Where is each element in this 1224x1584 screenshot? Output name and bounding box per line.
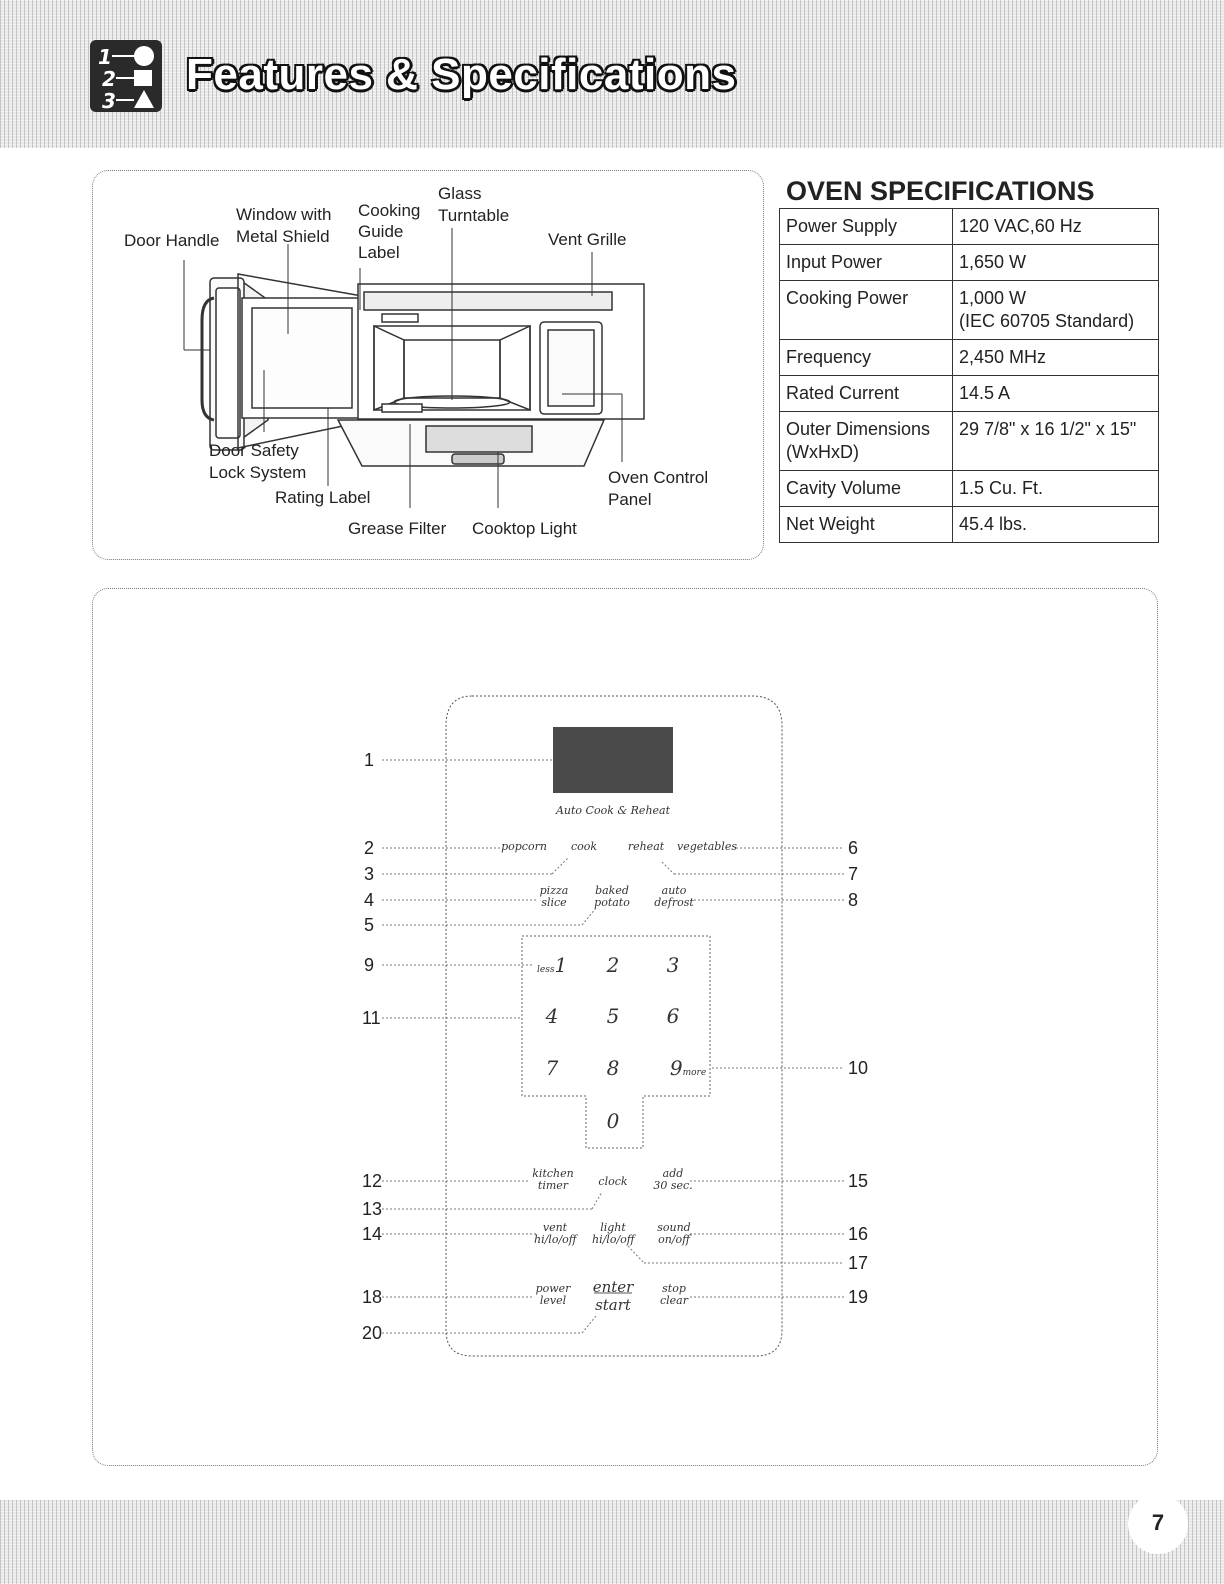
callout-19: 19 (848, 1287, 869, 1307)
spec-value: 2,450 MHz (953, 340, 1159, 376)
key-1-digit: 1 (554, 953, 568, 977)
table-row (780, 412, 1159, 471)
callout-10: 10 (848, 1058, 869, 1078)
callout-3: 3 (364, 864, 375, 884)
specs-table (779, 208, 1159, 543)
table-row (780, 471, 1159, 507)
vent-button[interactable] (534, 1222, 576, 1246)
pizza-slice-button[interactable] (536, 885, 572, 909)
label-door-safety-line2: Lock System (209, 463, 307, 482)
footer-band (0, 1500, 1224, 1584)
label-window-line1: Window with (236, 205, 332, 224)
table-row (780, 376, 1159, 412)
label-oven-control-line1: Oven Control (608, 468, 709, 487)
table-row (780, 340, 1159, 376)
start-label: start (595, 1296, 631, 1314)
spec-value-note: (IEC 60705 Standard) (959, 311, 1135, 331)
callout-18: 18 (362, 1287, 383, 1307)
reheat-button[interactable]: reheat (627, 840, 665, 853)
specs-title: OVEN SPECIFICATIONS (786, 176, 1095, 206)
more-label: more (682, 1068, 707, 1078)
spec-value: 120 VAC,60 Hz (953, 209, 1159, 245)
spec-name: Input Power (780, 245, 953, 281)
key-8[interactable]: 8 (606, 1056, 620, 1080)
callout-14: 14 (362, 1224, 383, 1244)
add-line1: add (662, 1167, 684, 1180)
label-door-safety-line1: Door Safety (209, 441, 299, 460)
page-title: Features & Specifications (186, 50, 737, 99)
sound-line2: on/off (658, 1233, 690, 1246)
clock-button[interactable]: clock (598, 1175, 628, 1188)
svg-text:3: 3 (102, 89, 116, 113)
popcorn-button[interactable]: popcorn (501, 840, 547, 853)
key-9-digit: 9 (669, 1056, 683, 1080)
add-line2: 30 sec. (653, 1179, 693, 1192)
callout-9: 9 (364, 955, 375, 975)
spec-value: 1,650 W (953, 245, 1159, 281)
callout-20: 20 (362, 1323, 383, 1343)
callout-7: 7 (848, 864, 859, 884)
label-cooking-line3: Label (358, 243, 400, 262)
spec-name: Rated Current (780, 376, 953, 412)
callout-12: 12 (362, 1171, 383, 1191)
callout-16: 16 (848, 1224, 869, 1244)
add-30-sec-button[interactable] (650, 1168, 696, 1192)
spec-name: Cooking Power (780, 281, 953, 340)
label-rating-label: Rating Label (275, 488, 371, 507)
power-line2: level (539, 1294, 567, 1307)
label-door-handle: Door Handle (124, 231, 220, 250)
spec-name: Frequency (780, 340, 953, 376)
key-3[interactable]: 3 (666, 953, 680, 977)
light-line2: hi/lo/off (592, 1233, 635, 1246)
callout-6: 6 (848, 838, 859, 858)
callout-13: 13 (362, 1199, 383, 1219)
power-level-button[interactable] (532, 1283, 574, 1307)
baked-potato-button[interactable] (592, 885, 632, 909)
key-1[interactable] (537, 953, 567, 977)
table-row (780, 507, 1159, 543)
vegetables-button[interactable]: vegetables (677, 840, 737, 853)
table-row (780, 245, 1159, 281)
callout-4: 4 (364, 890, 375, 910)
spec-value: 1.5 Cu. Ft. (953, 471, 1159, 507)
oven-illustration (92, 170, 762, 558)
label-cooking-line2: Guide (358, 222, 404, 241)
spec-value: 45.4 lbs. (953, 507, 1159, 543)
spec-name-note: (WxHxD) (786, 442, 859, 462)
callout-17: 17 (848, 1253, 869, 1273)
kitchen-timer-button[interactable] (526, 1168, 580, 1192)
table-row (780, 281, 1159, 340)
auto-line2: defrost (654, 896, 694, 909)
page-number: 7 (1128, 1494, 1188, 1554)
spec-name-cell (780, 412, 953, 471)
spec-value: 29 7/8" x 16 1/2" x 15" (953, 412, 1159, 471)
svg-text:1: 1 (98, 45, 112, 69)
key-4[interactable]: 4 (545, 1004, 559, 1028)
label-cooktop-light: Cooktop Light (472, 519, 577, 538)
spec-value: 14.5 A (953, 376, 1159, 412)
table-row (780, 209, 1159, 245)
spec-value-cell (953, 281, 1159, 340)
baked-line1: baked (595, 884, 629, 897)
stop-line2: clear (659, 1294, 688, 1307)
vent-line2: hi/lo/off (534, 1233, 577, 1246)
stop-line1: stop (662, 1282, 686, 1295)
kitchen-line1: kitchen (532, 1167, 574, 1180)
vent-line1: vent (542, 1221, 568, 1234)
key-5[interactable]: 5 (606, 1004, 620, 1028)
spec-name: Cavity Volume (780, 471, 953, 507)
label-glass-line1: Glass (438, 184, 482, 203)
light-line1: light (600, 1221, 626, 1234)
label-window-line2: Metal Shield (236, 227, 330, 246)
callout-2: 2 (364, 838, 375, 858)
spec-name: Power Supply (780, 209, 953, 245)
callout-15: 15 (848, 1171, 869, 1191)
label-grease-filter: Grease Filter (348, 519, 447, 538)
enter-label: enter (592, 1278, 634, 1296)
power-line1: power (535, 1282, 571, 1295)
key-0[interactable]: 0 (606, 1109, 620, 1133)
callout-1: 1 (364, 750, 375, 770)
pizza-line1: pizza (539, 884, 569, 897)
spec-value: 1,000 W (959, 288, 1027, 308)
sound-line1: sound (657, 1221, 691, 1234)
auto-cook-reheat-label: Auto Cook & Reheat (555, 804, 671, 817)
callout-8: 8 (848, 890, 859, 910)
callout-11: 11 (362, 1008, 381, 1028)
baked-line2: potato (594, 896, 630, 909)
label-glass-line2: Turntable (438, 206, 510, 225)
key-6[interactable]: 6 (666, 1004, 680, 1028)
label-oven-control-line2: Panel (608, 490, 652, 509)
key-9[interactable] (664, 1056, 712, 1080)
key-7[interactable]: 7 (545, 1056, 559, 1080)
kitchen-line2: timer (537, 1179, 569, 1192)
sound-button[interactable] (654, 1222, 694, 1246)
enter-start-button[interactable] (588, 1278, 638, 1314)
label-cooking-line1: Cooking (358, 201, 421, 220)
pizza-line2: slice (541, 896, 567, 909)
auto-defrost-button[interactable] (652, 885, 696, 909)
callout-5: 5 (364, 915, 375, 935)
label-vent-grille: Vent Grille (548, 230, 627, 249)
spec-name: Outer Dimensions (786, 419, 931, 439)
steps-123-icon (88, 38, 164, 114)
cook-button[interactable]: cook (570, 840, 598, 853)
svg-text:2: 2 (102, 67, 116, 91)
spec-name: Net Weight (780, 507, 953, 543)
stop-clear-button[interactable] (654, 1283, 694, 1307)
key-2[interactable]: 2 (606, 953, 620, 977)
auto-line1: auto (661, 884, 687, 897)
light-button[interactable] (592, 1222, 634, 1246)
less-label: less (537, 965, 555, 975)
